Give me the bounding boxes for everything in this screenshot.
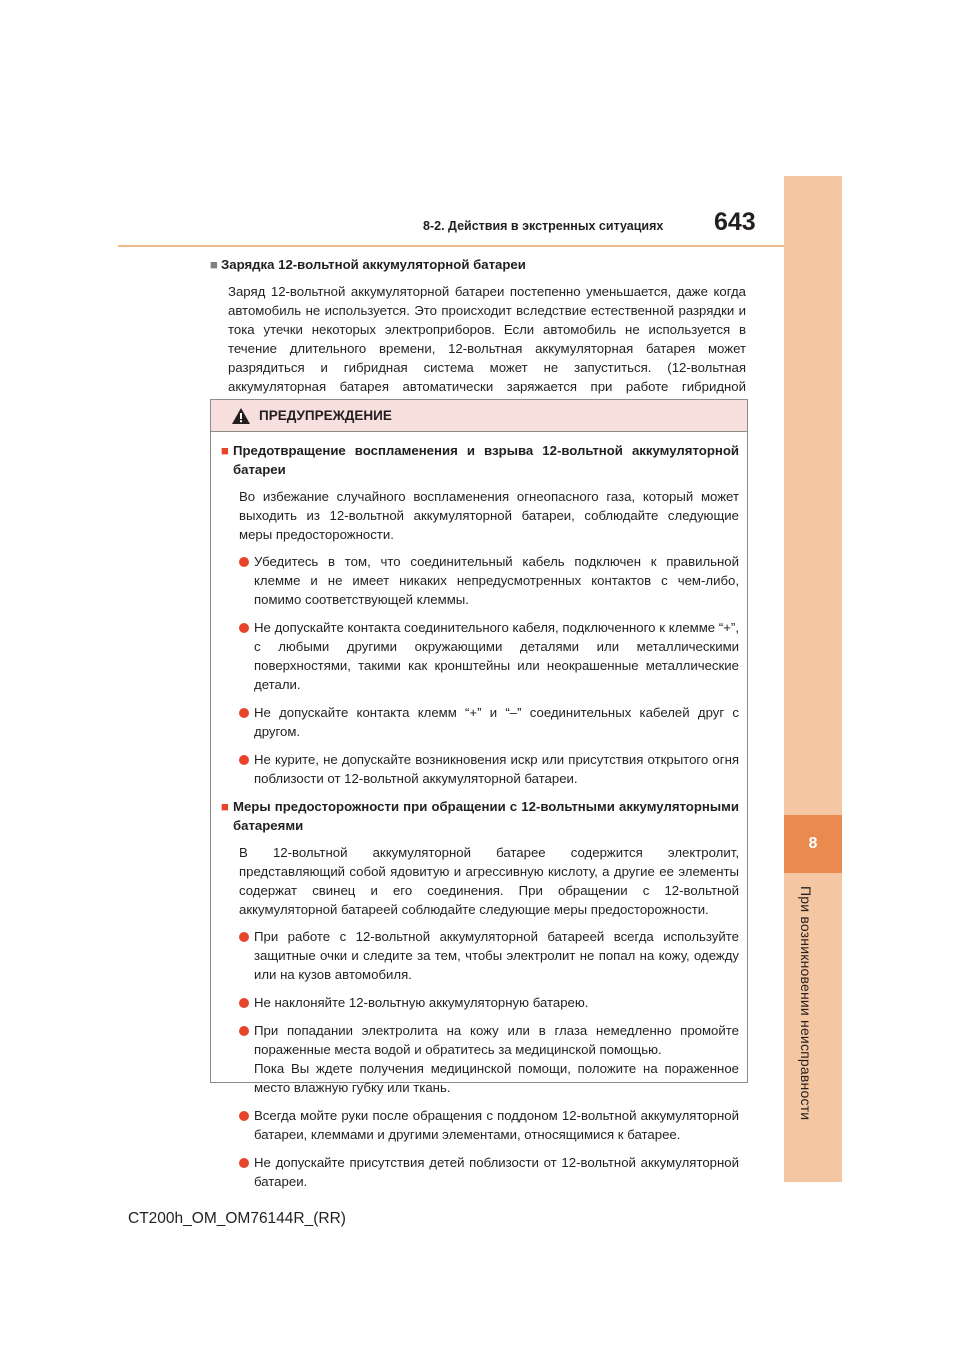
- header-divider: [118, 245, 784, 247]
- orange-dot-icon: [239, 998, 249, 1008]
- list-item: Не наклоняйте 12-вольтную аккумуляторную батарею.: [239, 993, 739, 1012]
- list-item: При работе с 12-вольтной аккумуляторной батареей всегда используйте защитные очки и следите за тем, чтобы электролит не попал на кожу, одежду или на кузов автомобиля.: [239, 927, 739, 984]
- warning-body: [211, 432, 747, 1191]
- list-item-continuation: Пока Вы ждете получения медицинской помощи, положите на пораженное место влажную губку или ткань.: [254, 1061, 739, 1095]
- warning-title: ПРЕДУПРЕЖДЕНИЕ: [259, 408, 392, 423]
- orange-dot-icon: [239, 1158, 249, 1168]
- orange-dot-icon: [239, 755, 249, 765]
- orange-dot-icon: [239, 557, 249, 567]
- chapter-title: При возникновении неисправности: [798, 886, 814, 1121]
- square-icon: ■: [221, 443, 229, 458]
- orange-dot-icon: [239, 932, 249, 942]
- list-item: Не допускайте присутствия детей поблизости от 12-вольтной аккумуляторной батареи.: [239, 1153, 739, 1191]
- warning-box: [210, 399, 748, 1189]
- square-icon: ■: [210, 257, 218, 272]
- orange-dot-icon: [239, 623, 249, 633]
- warning-triangle-icon: [231, 407, 251, 425]
- list-item: Не допускайте контакта соединительного кабеля, подключенного к клемме “+”, с любыми другими окружающими деталями или металлическими поверхностями, такими как кронштейны или неокрашенные металлические детали.: [239, 618, 739, 694]
- warning-block1-text: Во избежание случайного воспламенения огнеопасного газа, который может выходить из 12-вольтной аккумуляторной батареи, соблюдайте следующие меры предосторожности.: [239, 489, 739, 542]
- square-icon: ■: [221, 799, 229, 814]
- orange-dot-icon: [239, 1111, 249, 1121]
- chapter-number: 8: [784, 815, 842, 873]
- orange-dot-icon: [239, 1026, 249, 1036]
- section-heading-text: Зарядка 12-вольтной аккумуляторной батареи: [220, 257, 526, 272]
- orange-dot-icon: [239, 708, 249, 718]
- list-item: Не курите, не допускайте возникновения искр или присутствия открытого огня поблизости от 12-вольтной аккумуляторной батареи.: [239, 750, 739, 788]
- section-text: Заряд 12-вольтной аккумуляторной батареи постепенно уменьшается, даже когда автомобиль не используется. Это происходит вследствие естественной разрядки и тока утечки некоторых электроприборов. Если автомобиль не используется в течение длительного времени, 12-вольтная аккумуляторная батарея может разрядиться и гибридная система может не запуститься. (12-вольтная аккумуляторная батарея автоматически заряжается при работе гибридной: [228, 284, 746, 394]
- list-item: Всегда мойте руки после обращения с поддоном 12-вольтной аккумуляторной батареи, клеммами и другими элементами, относящимися к батарее.: [239, 1106, 739, 1144]
- section-heading: [210, 255, 746, 274]
- warning-block1-heading: ■ Предотвращение воспламенения и взрыва 12-вольтной аккумуляторной батареи: [221, 443, 739, 477]
- section-label: 8-2. Действия в экстренных ситуациях: [423, 219, 664, 233]
- warning-block2-text: В 12-вольтной аккумуляторной батарее содержится электролит, представляющий собой ядовитую и агрессивную кислоту, а другие ее элементы содержат свинец и его соединения. При обращении с 12-вольтной аккумуляторной батареей соблюдайте следующие меры предосторожности.: [239, 845, 739, 917]
- list-item: Убедитесь в том, что соединительный кабель подключен к правильной клемме и не имеет никаких непредусмотренных контактов с чем-либо, помимо соответствующей клеммы.: [239, 552, 739, 609]
- main-section: [210, 255, 746, 415]
- page-number: 643: [714, 208, 756, 236]
- warning-block2-heading: ■ Меры предосторожности при обращении с 12-вольтными аккумуляторными батареями: [221, 799, 739, 833]
- list-item: При попадании электролита на кожу или в глаза немедленно промойте пораженные места водой и обратитесь за медицинской помощью.: [239, 1021, 739, 1059]
- warning-header: [211, 400, 747, 432]
- document-code: CT200h_OM_OM76144R_(RR): [128, 1210, 346, 1227]
- list-item: Не допускайте контакта клемм “+” и “–” соединительных кабелей друг с другом.: [239, 703, 739, 741]
